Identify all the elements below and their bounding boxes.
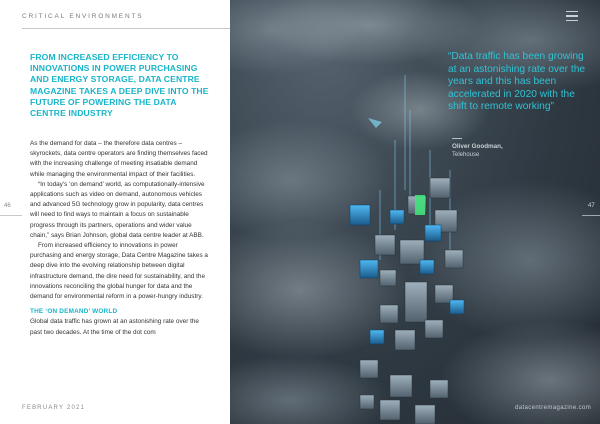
body-paragraph: As the demand for data – the therefore data centres – skyrockets, data centre operators are finding themselves faced with the increasing challenge of meeting insatiable demand while managing the environmental impact of their facilities. xyxy=(30,140,208,178)
article-body xyxy=(30,139,210,338)
quote-divider xyxy=(452,138,462,139)
hamburger-menu-icon[interactable] xyxy=(566,11,578,21)
section-subheading: THE ‘ON DEMAND’ WORLD xyxy=(30,308,118,316)
section-label: CRITICAL ENVIRONMENTS xyxy=(22,13,144,20)
side-divider-left xyxy=(0,215,22,216)
pull-quote: “Data traffic has been growing at an astonishing rate over the years and this has been accelerated in 2020 with the shift to remote working” xyxy=(448,51,586,113)
footer-website-link[interactable]: datacentremagazine.com xyxy=(515,405,592,411)
footer-date: FEBRUARY 2021 xyxy=(22,405,86,411)
page-number-right: 47 xyxy=(588,203,595,209)
header-divider xyxy=(22,28,230,29)
body-paragraph: Global data traffic has grown at an astonishing rate over the past two decades. At the time of the dot com xyxy=(30,318,199,336)
right-page xyxy=(230,0,600,424)
body-paragraph: “In today’s ‘on demand’ world, as computationally-intensive applications such as video on demand, autonomous vehicles and advanced 5G technology grow in popularity, data centres will need to find ways to maintain a focus on sustainable progress through its partners, operations and wider value chain,” says Brian Johnson, global data centre leader at ABB. xyxy=(30,180,205,239)
body-paragraph: From increased efficiency to innovations in power purchasing and energy storage, Data Centre Magazine takes a deep dive into the evolving relationship between digital infrastructure demand, the dire need for sustainability, and the innovations reconciling the global hunger for data and the demand for environmental reform in a power-hungry industry. xyxy=(30,242,208,301)
quote-author: Oliver Goodman, xyxy=(452,143,503,150)
side-divider-right xyxy=(582,215,600,216)
left-page xyxy=(0,0,230,424)
page-number-left: 46 xyxy=(4,203,11,209)
article-headline: FROM INCREASED EFFICIENCY TO INNOVATIONS IN POWER PURCHASING AND ENERGY STORAGE, DATA CENTRE MAGAZINE TAKES A DEEP DIVE INTO THE FUTURE OF POWERING THE DATA CENTRE INDUSTRY xyxy=(30,52,209,119)
quote-author-company: Telehouse xyxy=(452,152,480,158)
